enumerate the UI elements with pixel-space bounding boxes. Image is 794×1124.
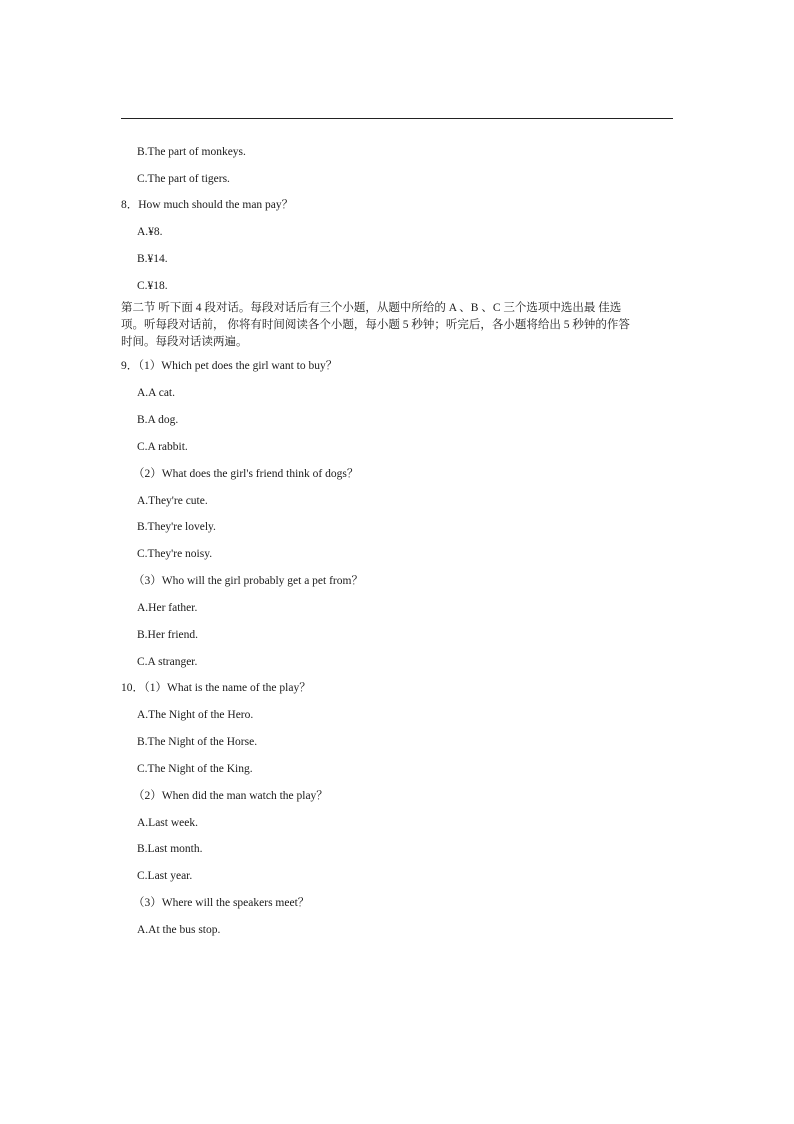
question-8: 8．How much should the man pay？ (121, 199, 294, 211)
q10-2-option-b: B.Last month. (137, 843, 203, 855)
q8-option-b: B.¥14. (137, 253, 168, 265)
q8-option-a: A.¥8. (137, 226, 163, 238)
q9-3-option-b: B.Her friend. (137, 629, 198, 641)
header-rule (121, 118, 673, 119)
q9-3-option-c: C.A stranger. (137, 656, 198, 668)
q7-option-b: B.The part of monkeys. (137, 146, 246, 158)
q8-option-c: C.¥18. (137, 280, 168, 292)
q10-1-option-a: A.The Night of the Hero. (137, 709, 254, 721)
q9-2-option-a: A.They're cute. (137, 495, 208, 507)
question-9-2: （2）What does the girl's friend think of dogs？ (133, 468, 359, 480)
q10-2-option-a: A.Last week. (137, 817, 198, 829)
q9-3-option-a: A.Her father. (137, 602, 198, 614)
section-instructions-line: 第二节 听下面 4 段对话。每段对话后有三个小题，从题中所给的 A 、B 、C 三个选项中选出最 佳选 (121, 302, 622, 314)
section-instructions (121, 300, 673, 351)
question-9-1: 9．（1）Which pet does the girl want to buy？ (121, 360, 338, 372)
question-10-1: 10．（1）What is the name of the play？ (121, 682, 311, 694)
q7-option-c: C.The part of tigers. (137, 173, 230, 185)
question-10-2: （2）When did the man watch the play？ (133, 790, 328, 802)
q10-1-option-c: C.The Night of the King. (137, 763, 253, 775)
q9-2-option-c: C.They're noisy. (137, 548, 213, 560)
q9-1-option-a: A.A cat. (137, 387, 176, 399)
q9-1-option-b: B.A dog. (137, 414, 179, 426)
question-9-3: （3）Who will the girl probably get a pet from？ (133, 575, 363, 587)
section-instructions-line: 项。听每段对话前， 你将有时间阅读各个小题，每小题 5 秒钟；听完后，各小题将给出 5 秒钟的作答 (121, 319, 630, 331)
q9-1-option-c: C.A rabbit. (137, 441, 188, 453)
q10-3-option-a: A.At the bus stop. (137, 924, 221, 936)
q9-2-option-b: B.They're lovely. (137, 521, 216, 533)
section-instructions-line: 时间。每段对话读两遍。 (121, 336, 248, 348)
q10-1-option-b: B.The Night of the Horse. (137, 736, 258, 748)
question-10-3: （3）Where will the speakers meet？ (133, 897, 310, 909)
q10-2-option-c: C.Last year. (137, 870, 193, 882)
